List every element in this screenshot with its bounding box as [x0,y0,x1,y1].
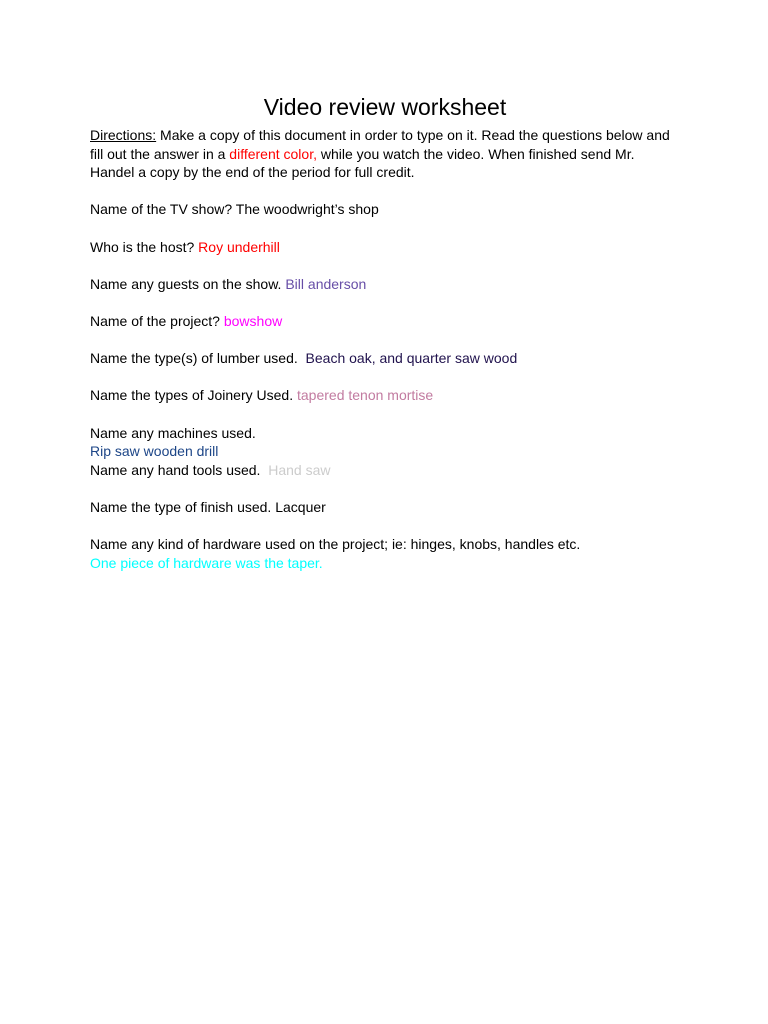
question-text: Name the type of finish used. [90,498,276,515]
directions-text-2: while you watch the video. When finished send Mr. Handel a copy by the end of the period for full credit. [90,145,635,181]
directions-label: Directions: [90,127,157,143]
answer-text: Rip saw wooden drill [90,443,219,460]
question-text: Who is the host? [90,238,199,255]
answer-text: Lacquer [275,498,326,515]
question-text: Name any guests on the show. [90,275,286,292]
document-title: Video review worksheet [263,94,507,120]
answer-hardware [90,554,680,573]
answer-text: One piece of hardware was the taper. [90,554,323,571]
question-lumber [90,349,680,368]
question-host [90,238,680,257]
question-hand-tools [90,461,680,480]
answer-text: Roy underhill [198,238,280,255]
directions-text-1: Make a copy of this document in order to type on it. Read the questions below and fill out the answer in a [90,127,670,162]
question-tv-show [90,200,680,219]
directions-highlight: different color, [229,145,317,162]
directions-paragraph [90,126,680,182]
answer-text: Hand saw [268,461,331,478]
question-text: Name of the TV show? [90,201,236,218]
question-text: Name the types of Joinery Used. [90,387,297,404]
question-text: Name of the project? [90,312,224,329]
answer-machines [90,442,680,461]
question-text: Name any kind of hardware used on the project; ie: hinges, knobs, handles etc. [90,536,581,553]
question-text: Name any machines used. [90,424,256,441]
answer-text: The woodwright’s shop [235,201,379,218]
question-project [90,312,680,331]
answer-text: Bill anderson [285,275,367,292]
answer-text: tapered tenon mortise [297,387,434,404]
question-guests [90,275,680,294]
question-text: Name any hand tools used. [90,461,269,478]
document-body [90,92,680,572]
question-text: Name the type(s) of lumber used. [90,350,306,367]
answer-text: Beach oak, and quarter saw wood [305,350,518,367]
question-joinery [90,386,680,405]
question-finish [90,498,680,517]
answer-text: bowshow [223,312,283,329]
question-machines [90,424,680,443]
question-hardware [90,535,680,554]
